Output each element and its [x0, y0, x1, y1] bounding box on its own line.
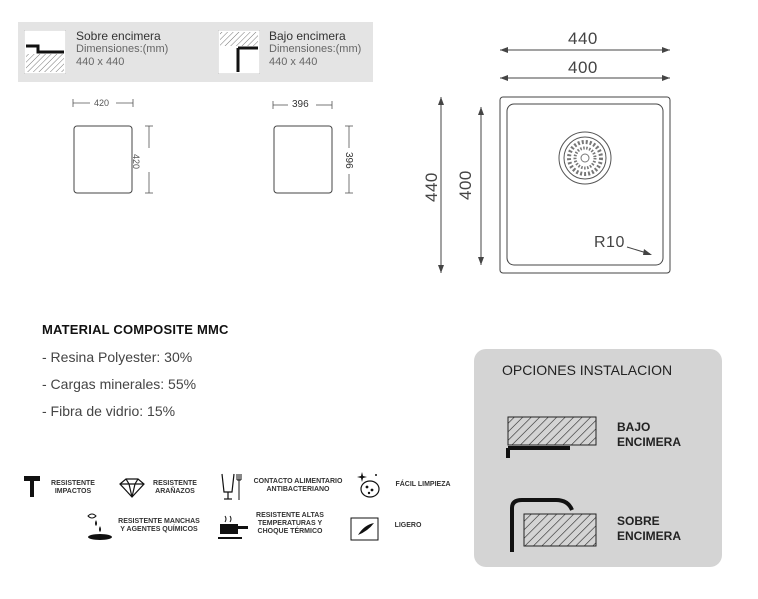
- feature-temperaturas-label: [254, 512, 326, 536]
- feature-temperaturas-line2: TEMPERATURAS Y: [257, 520, 323, 527]
- feature-limpieza-label: FÁCIL LIMPIEZA: [395, 481, 451, 488]
- bajo-encimera-diagram-icon: [500, 414, 600, 458]
- drops-icon: [80, 510, 114, 542]
- feature-aranazos-line1: RESISTENTE: [153, 480, 197, 487]
- option-bajo-line2: ENCIMERA: [617, 435, 682, 449]
- feature-temperaturas-line1: RESISTENTE ALTAS: [256, 512, 324, 519]
- sobre-dims-label: Dimensiones:(mm): [76, 43, 169, 55]
- sobre-encimera-icon: [24, 30, 66, 74]
- bajo-dims: 440 x 440: [269, 56, 318, 68]
- feature-impactos-line1: RESISTENTE: [51, 480, 95, 487]
- material-title: MATERIAL COMPOSITE MMC: [42, 322, 229, 337]
- feature-aranazos-label: [148, 480, 202, 496]
- option-sobre-label: [617, 514, 681, 544]
- feature-alimentario-line1: CONTACTO ALIMENTARIO: [253, 478, 343, 485]
- feature-ligero-label: LIGERO: [394, 522, 422, 529]
- feature-manchas-line1: RESISTENTE MANCHAS: [118, 518, 200, 525]
- small-bajo-width: 396: [292, 99, 309, 110]
- options-title: OPCIONES INSTALACION: [502, 362, 673, 378]
- feature-aranazos-line2: ARAÑAZOS: [155, 488, 195, 495]
- small-sobre-width: 420: [94, 98, 110, 108]
- bajo-title: Bajo encimera: [269, 29, 346, 43]
- main-technical-drawing: [420, 40, 690, 280]
- option-sobre-line2: ENCIMERA: [617, 529, 682, 543]
- inner-height-label: 400: [456, 170, 475, 200]
- sobre-title: Sobre encimera: [76, 29, 161, 43]
- sponge-icon: [356, 470, 382, 500]
- hammer-icon: [22, 474, 44, 498]
- glass-fork-icon: [220, 472, 244, 502]
- material-item-cargas: - Cargas minerales: 55%: [42, 376, 197, 392]
- inner-width-label: 400: [568, 58, 598, 77]
- small-drawing-sobre: [70, 98, 160, 200]
- pan-icon: [216, 514, 250, 542]
- sobre-encimera-diagram-icon: [500, 494, 600, 552]
- small-bajo-height: 396: [343, 152, 354, 169]
- small-drawing-bajo: [270, 98, 360, 200]
- bajo-dims-label: Dimensiones:(mm): [269, 43, 362, 55]
- option-bajo-label: [617, 420, 681, 450]
- small-sobre-height: 420: [131, 154, 141, 170]
- feature-manchas-label: [116, 518, 202, 534]
- feature-alimentario-label: [248, 478, 348, 494]
- material-item-resina: - Resina Polyester: 30%: [42, 349, 193, 365]
- option-bajo-line1: BAJO: [617, 420, 651, 434]
- radius-label: R10: [594, 234, 625, 251]
- feature-alimentario-line2: ANTIBACTERIANO: [266, 486, 330, 493]
- feather-icon: [350, 515, 380, 543]
- outer-height-label: 440: [422, 172, 441, 202]
- feature-impactos-line2: IMPACTOS: [54, 488, 92, 495]
- material-item-fibra: - Fibra de vidrio: 15%: [42, 403, 176, 419]
- option-sobre-line1: SOBRE: [617, 514, 660, 528]
- feature-temperaturas-line3: CHOQUE TÉRMICO: [257, 528, 323, 535]
- feature-manchas-line2: Y AGENTES QUÍMICOS: [120, 526, 198, 533]
- sobre-dims: 440 x 440: [76, 56, 125, 68]
- bajo-encimera-icon: [218, 30, 260, 74]
- outer-width-label: 440: [568, 29, 598, 48]
- feature-impactos-label: [46, 480, 100, 496]
- diamond-icon: [118, 478, 146, 498]
